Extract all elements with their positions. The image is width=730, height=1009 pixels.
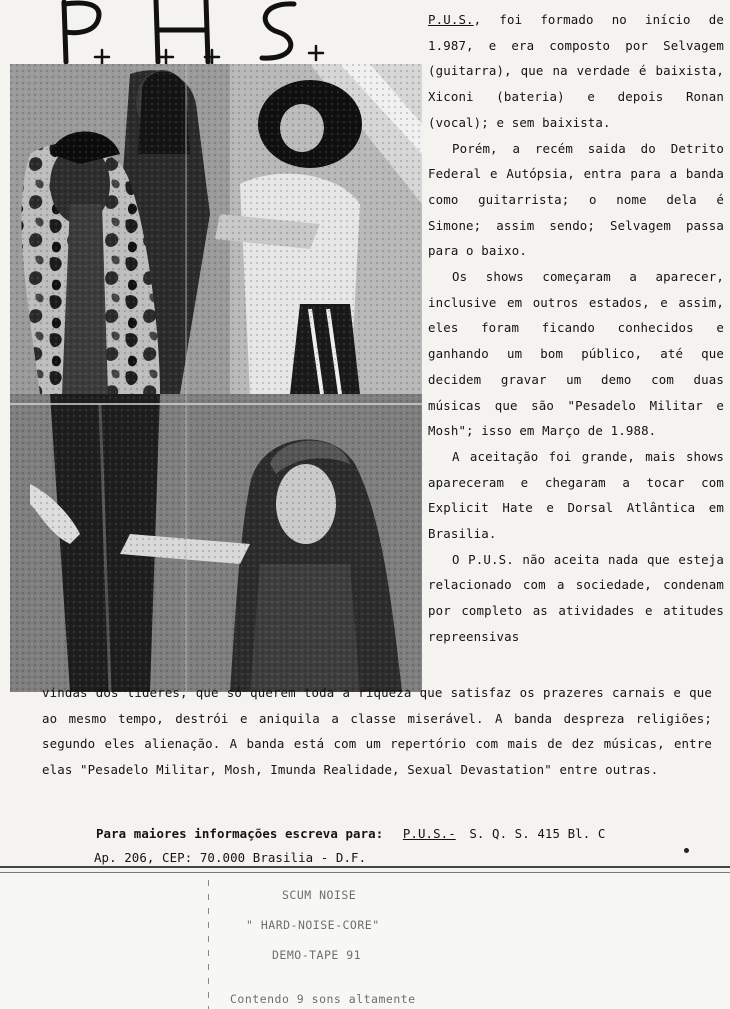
flyer-description: Contendo 9 sons altamente bbox=[230, 992, 416, 1006]
lower-sheet bbox=[0, 873, 730, 1009]
band-photo bbox=[10, 64, 422, 692]
contact-lead: Para maiores informações escreva para: bbox=[96, 826, 384, 841]
paragraph-shows: Os shows começaram a aparecer, inclusive em outros estados, e assim, eles foram ficando conhecidos e ganhando um bom público, até que decidem gravar um demo com duas músicas que são "Pesadelo Militar e Mosh"; isso em Março de 1.988. bbox=[428, 269, 724, 439]
band-logo-drawing bbox=[46, 0, 336, 72]
page-fold-line bbox=[0, 866, 730, 868]
paragraph-ideology: O P.U.S. não aceita nada que esteja relacionado com a sociedade, condenam por completo as atividades e atitudes repreensivas bbox=[428, 551, 724, 644]
band-logo bbox=[46, 0, 336, 72]
contact-address-line2: Ap. 206, CEP: 70.000 Brasilia - D.F. bbox=[94, 850, 367, 865]
article-column bbox=[428, 7, 724, 650]
page-fold-shadow bbox=[0, 872, 730, 873]
article-continuation bbox=[42, 670, 712, 783]
flyer-demo-tape: DEMO-TAPE 91 bbox=[272, 948, 362, 962]
paragraph-simone: Porém, a recém saida do Detrito Federal e Autópsia, entra para a banda como guitarrista; o nome dela é Simone; assim sendo; Selvagem passa para o baixo. bbox=[428, 140, 724, 259]
ink-dot bbox=[684, 848, 689, 853]
contact-address-line1: S. Q. S. 415 Bl. C bbox=[469, 826, 606, 841]
band-photo-image bbox=[10, 64, 422, 692]
flyer-genre: " HARD-NOISE-CORE" bbox=[246, 918, 380, 932]
band-name-underlined: P.U.S. bbox=[428, 12, 474, 27]
paragraph-formation: P.U.S., foi formado no início de 1.987, e era composto por Selvagem (guitarra), que na verdade é baixista, Xiconi (bateria) e depois Ronan (vocal); e sem baixista. bbox=[428, 12, 724, 130]
contact-band-name: P.U.S.- bbox=[402, 826, 456, 841]
contact-block bbox=[96, 822, 716, 870]
paragraph-acceptance: A aceitação foi grande, mais shows apareceram e chegaram a tocar com Explicit Hate e Dorsal Atlântica em Brasilia. bbox=[428, 448, 724, 542]
dashed-divider bbox=[208, 880, 209, 1009]
paragraph-continuation: vindas dos lideres, que só querem toda a riqueza que satisfaz os prazeres carnais e que ao mesmo tempo, destrói e aniquila a classe miserável. A banda despreza religiões; segundo eles alienação. A banda está com um repertório com mais de dez músicas, entre elas "Pesadelo Militar, Mosh, Imunda Realidade, Sexual Devastation" entre outras. bbox=[42, 685, 712, 778]
flyer-title: SCUM NOISE bbox=[282, 888, 357, 902]
